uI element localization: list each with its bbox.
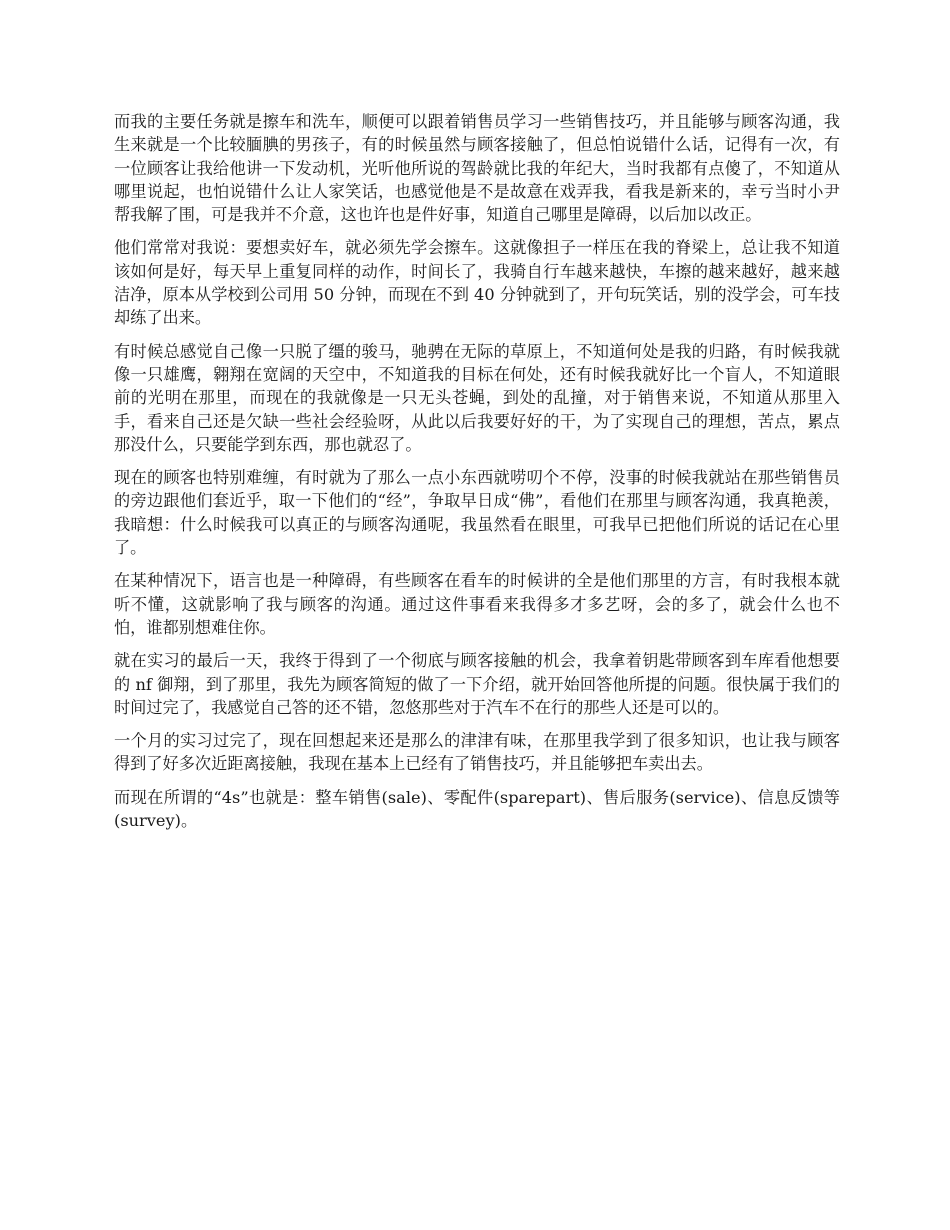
paragraph: 就在实习的最后一天，我终于得到了一个彻底与顾客接触的机会，我拿着钥匙带顾客到车库看他想要的 nf 御翔，到了那里，我先为顾客简短的做了一下介绍，就开始回答他所提的问题。很快属于我们的时间过完了，我感觉自己答的还不错，忽悠那些对于汽车不在行的那些人还是可以的。 (114, 651, 840, 717)
paragraph: 他们常常对我说：要想卖好车，就必须先学会擦车。这就像担子一样压在我的脊梁上，总让我不知道该如何是好，每天早上重复同样的动作，时间长了，我骑自行车越来越快，车擦的越来越好，越来越洁净，原本从学校到公司用 50 分钟，而现在不到 40 分钟就到了，开句玩笑话，别的没学会，可车技却练了出来。 (114, 238, 840, 328)
paragraph: 而现在所谓的“4s”也就是：整车销售(sale)、零配件(sparepart)、售后服务(service)、信息反馈等(survey)。 (114, 787, 840, 831)
paragraph: 在某种情况下，语言也是一种障碍，有些顾客在看车的时候讲的全是他们那里的方言，有时我根本就听不懂，这就影响了我与顾客的沟通。通过这件事看来我得多才多艺呀，会的多了，就会什么也不怕，谁都别想难住你。 (114, 571, 840, 637)
paragraph: 而我的主要任务就是擦车和洗车，顺便可以跟着销售员学习一些销售技巧，并且能够与顾客沟通，我生来就是一个比较腼腆的男孩子，有的时候虽然与顾客接触了，但总怕说错什么话，记得有一次，有一位顾客让我给他讲一下发动机，光听他所说的驾龄就比我的年纪大，当时我都有点傻了，不知道从哪里说起，也怕说错什么让人家笑话，也感觉他是不是故意在戏弄我，看我是新来的，幸亏当时小尹帮我解了围，可是我并不介意，这也许也是件好事，知道自己哪里是障碍，以后加以改正。 (114, 112, 840, 225)
paragraph: 一个月的实习过完了，现在回想起来还是那么的津津有味，在那里我学到了很多知识，也让我与顾客得到了好多次近距离接触，我现在基本上已经有了销售技巧，并且能够把车卖出去。 (114, 731, 840, 774)
paragraph: 现在的顾客也特别难缠，有时就为了那么一点小东西就唠叨个不停，没事的时候我就站在那些销售员的旁边跟他们套近乎，取一下他们的“经”，争取早日成“佛”，看他们在那里与顾客沟通，我真艳羡，我暗想：什么时候我可以真正的与顾客沟通呢，我虽然看在眼里，可我早已把他们所说的话记在心里了。 (114, 468, 840, 558)
document-body (114, 110, 840, 842)
paragraph: 有时候总感觉自己像一只脱了缰的骏马，驰骋在无际的草原上，不知道何处是我的归路，有时候我就像一只雄鹰，翱翔在宽阔的天空中，不知道我的目标在何处，还有时候我就好比一个盲人，不知道眼前的光明在那里，而现在的我就像是一只无头苍蝇，到处的乱撞，对于销售来说，不知道从那里入手，看来自己还是欠缺一些社会经验呀，从此以后我要好好的干，为了实现自己的理想，苦点，累点那没什么，只要能学到东西，那也就忍了。 (114, 341, 840, 454)
